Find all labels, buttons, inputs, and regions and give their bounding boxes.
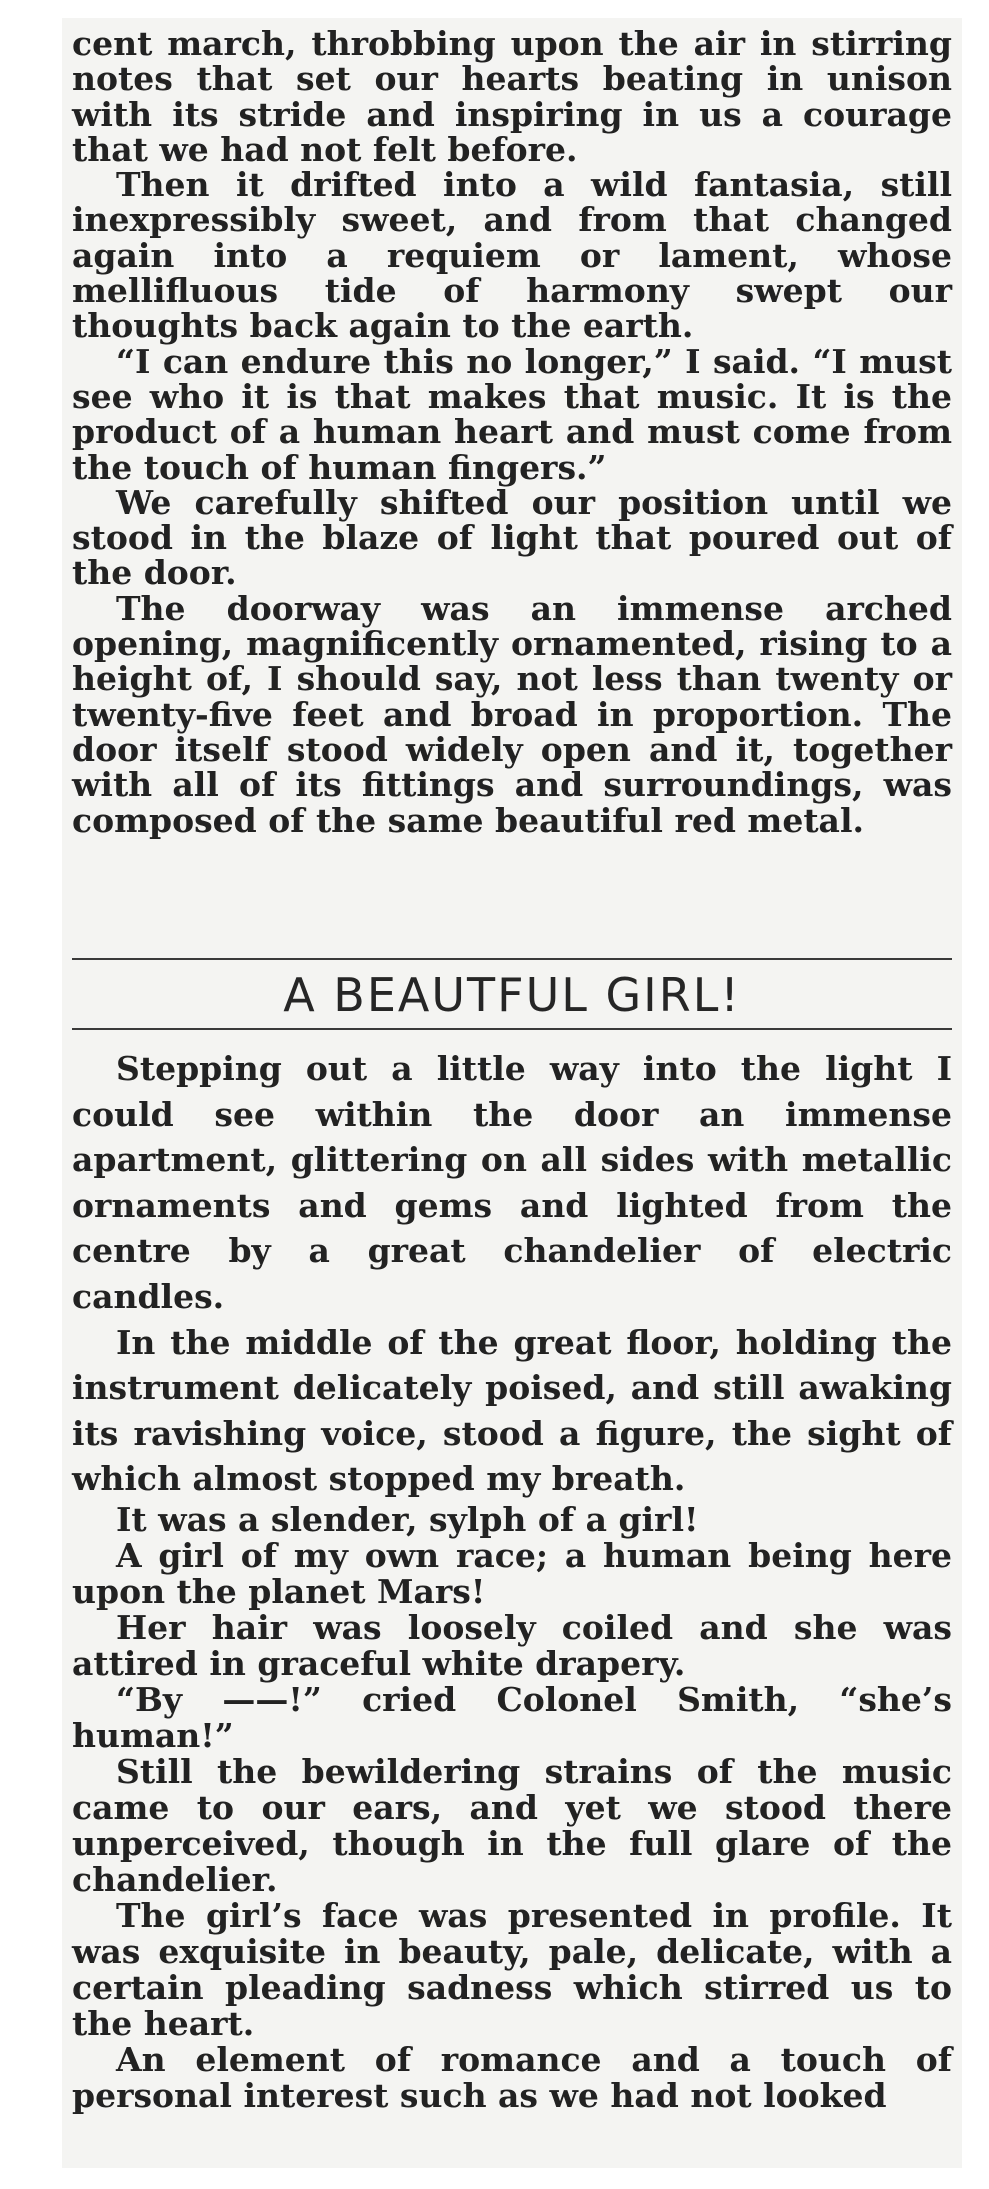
- newspaper-clipping: [62, 18, 962, 2168]
- article-paragraph: “By ——!” cried Colonel Smith, “she’s human!”: [72, 1679, 952, 1755]
- article-paragraph: Her hair was loosely coiled and she was attired in graceful white drapery.: [72, 1607, 952, 1683]
- article-upper-section: [72, 26, 952, 838]
- article-paragraph: A girl of my own race; a human being here upon the planet Mars!: [72, 1535, 952, 1611]
- article-paragraph: The girl’s face was presented in profile. It was exquisite in beauty, pale, delicate, with a certain pleading sadness which stirred us to the heart.: [72, 1895, 952, 2043]
- article-paragraph: An element of romance and a touch of personal interest such as we had not looked: [72, 2039, 952, 2115]
- article-paragraph: We carefully shifted our position until we stood in the blaze of light that poured out of the door.: [72, 482, 952, 593]
- article-paragraph: Still the bewildering strains of the music came to our ears, and yet we stood there unperceived, though in the full glare of the chandelier.: [72, 1751, 952, 1899]
- heading-rule-bottom: [72, 1028, 952, 1030]
- heading-rule-top: [72, 958, 952, 960]
- article-paragraph: The doorway was an immense arched opening, magnificently ornamented, rising to a height of, I should say, not less than twenty or twenty-five feet and broad in proportion. The door itself stood widely open and it, together with all of its fittings and surroundings, was composed of the same beautiful red metal.: [72, 588, 952, 840]
- article-lower-section: [72, 1046, 952, 2114]
- article-paragraph: cent march, throbbing upon the air in stirring notes that set our hearts beating in unison with its stride and inspiring in us a courage that we had not felt before.: [72, 24, 952, 169]
- article-paragraph: Stepping out a little way into the light I could see within the door an immense apartment, glittering on all sides with metallic ornaments and gems and lighted from the centre by a great chandelier of electric candles.: [72, 1049, 952, 1316]
- article-paragraph: Then it drifted into a wild fantasia, still inexpressibly sweet, and from that changed again into a requiem or lament, whose mellifluous tide of harmony swept our thoughts back again to the earth.: [72, 165, 952, 346]
- article-paragraph: “I can endure this no longer,” I said. “I must see who it is that makes that music. It is the product of a human heart and must come from the touch of human fingers.”: [72, 341, 952, 487]
- article-paragraph: In the middle of the great floor, holding the instrument delicately poised, and still awaking its ravishing voice, stood a figure, the sight of which almost stopped my breath.: [72, 1322, 952, 1499]
- section-heading: A BEAUTFUL GIRL!: [283, 968, 741, 1022]
- article-paragraph: It was a slender, sylph of a girl!: [116, 1499, 699, 1539]
